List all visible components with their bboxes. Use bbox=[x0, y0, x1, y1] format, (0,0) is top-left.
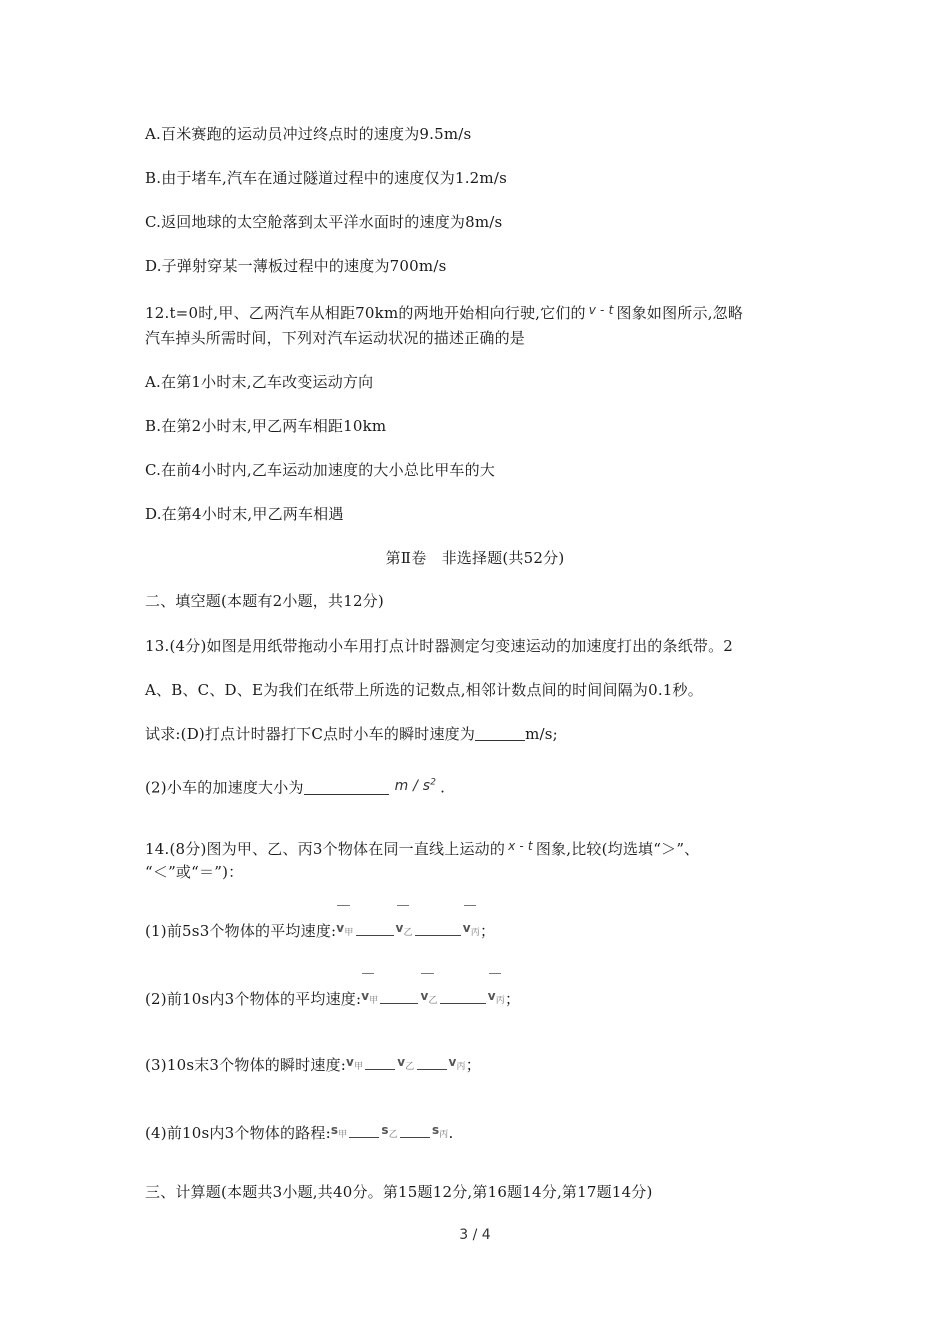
unit-ms2: m / $s^2$ bbox=[394, 777, 437, 794]
page-number: 3 / 4 bbox=[459, 1227, 491, 1243]
v-yi-avg: $v_乙$ bbox=[420, 986, 437, 1011]
q14-p2-suffix: ； bbox=[504, 990, 521, 1008]
q11-option-c: C.返回地球的太空舱落到太平洋水面时的速度为8m/s bbox=[145, 213, 503, 231]
q14-stem-part1: 14.(8分)图为甲、乙、丙3个物体在同一直线上运动的 bbox=[145, 840, 506, 858]
q12-stem bbox=[145, 300, 743, 323]
q12-stem-part1: 12.t=0时,甲、乙两汽车从相距70km的两地开始相向行驶,它们的 bbox=[145, 304, 586, 322]
q14-p3-prefix: (3)10s末3个物体的瞬时速度: bbox=[145, 1056, 347, 1074]
q11-option-b: B.由于堵车,汽车在通过隧道过程中的速度仅为1.2m/s bbox=[145, 169, 507, 187]
q14-part3 bbox=[145, 1052, 481, 1077]
q14-p3-suffix: ； bbox=[465, 1056, 481, 1074]
q13-part1 bbox=[145, 724, 558, 744]
q13-part2 bbox=[145, 772, 445, 798]
q12-option-a: A.在第1小时末,乙车改变运动方向 bbox=[145, 373, 374, 391]
q13-part1-suffix: m/s; bbox=[525, 725, 558, 743]
q14-p4-suffix: . bbox=[448, 1124, 454, 1142]
q14-p1-blank-1[interactable] bbox=[356, 923, 394, 936]
q13-stem: 13.(4分)如图是用纸带拖动小车用打点计时器测定匀变速运动的加速度打出的条纸带。2 bbox=[145, 637, 734, 655]
q14-p2-blank-2[interactable] bbox=[440, 991, 486, 1004]
v-bing: $v_丙$ bbox=[448, 1055, 466, 1072]
s-yi: $s_乙$ bbox=[381, 1123, 398, 1140]
v-jia: $v_甲$ bbox=[346, 1055, 364, 1072]
v-bing-avg: $v_丙$ bbox=[463, 918, 480, 943]
q14-stem-part2: 图象,比较(均选填“＞”、 bbox=[535, 840, 700, 858]
q14-p4-prefix: (4)前10s内3个物体的路程: bbox=[145, 1124, 331, 1142]
xt-symbol: x - t bbox=[508, 839, 533, 853]
q13-part1-prefix: 试求:(D)打点计时器打下C点时小车的瞬时速度为 bbox=[145, 725, 476, 743]
q12-stem-line2: 汽车掉头所需时间，下列对汽车运动状况的描述正确的是 bbox=[145, 329, 526, 347]
q14-p3-blank-2[interactable] bbox=[417, 1057, 447, 1070]
q14-p3-blank-1[interactable] bbox=[365, 1057, 395, 1070]
q14-p2-blank-1[interactable] bbox=[380, 991, 418, 1004]
q14-p4-blank-1[interactable] bbox=[349, 1125, 379, 1138]
q12-option-d: D.在第4小时末,甲乙两车相遇 bbox=[145, 505, 344, 523]
q14-part1 bbox=[145, 918, 495, 943]
s-jia: $s_甲$ bbox=[330, 1123, 348, 1140]
v-yi-avg: $v_乙$ bbox=[396, 918, 413, 943]
q12-stem-part2: 图象如图所示,忽略 bbox=[616, 304, 744, 322]
q13-part2-prefix: (2)小车的加速度大小为 bbox=[145, 778, 304, 797]
section2-title: 第Ⅱ卷 非选择题(共52分) bbox=[385, 549, 565, 567]
q13-blank-2[interactable] bbox=[304, 780, 389, 795]
q14-p1-suffix: ； bbox=[480, 922, 496, 940]
q12-option-b: B.在第2小时末,甲乙两车相距10km bbox=[145, 417, 387, 435]
q13-blank-1[interactable] bbox=[475, 726, 525, 741]
v-yi: $v_乙$ bbox=[397, 1055, 415, 1072]
q11-option-d: D.子弹射穿某一薄板过程中的速度为700m/s bbox=[145, 257, 447, 275]
q14-part4 bbox=[145, 1120, 453, 1145]
section3-heading: 三、计算题(本题共3小题,共40分。第15题12分,第16题14分,第17题14分) bbox=[145, 1183, 653, 1201]
q14-p1-blank-2[interactable] bbox=[415, 923, 461, 936]
q14-p1-prefix: (1)前5s3个物体的平均速度: bbox=[145, 922, 337, 940]
q14-stem-line2: “＜”或“＝”)： bbox=[145, 863, 244, 881]
vt-symbol: v - t bbox=[588, 303, 614, 317]
q14-part2 bbox=[145, 986, 520, 1011]
s-bing: $s_丙$ bbox=[431, 1123, 449, 1140]
v-bing-avg: $v_丙$ bbox=[488, 986, 505, 1011]
q12-option-c: C.在前4小时内,乙车运动加速度的大小总比甲车的大 bbox=[145, 461, 496, 479]
q11-option-a: A.百米赛跑的运动员冲过终点时的速度为9.5m/s bbox=[145, 125, 472, 143]
fill-heading: 二、填空题(本题有2小题，共12分) bbox=[145, 592, 384, 610]
q14-p4-blank-2[interactable] bbox=[400, 1125, 430, 1138]
q14-stem bbox=[145, 836, 699, 859]
v-jia-avg: $v_甲$ bbox=[361, 986, 378, 1011]
q13-part2-suffix: . bbox=[440, 778, 446, 797]
q14-p2-prefix: (2)前10s内3个物体的平均速度: bbox=[145, 990, 362, 1008]
q13-line2: A、B、C、D、E为我们在纸带上所选的记数点,相邻计数点间的时间间隔为0.1秒。 bbox=[145, 681, 703, 699]
v-jia-avg: $v_甲$ bbox=[336, 918, 353, 943]
